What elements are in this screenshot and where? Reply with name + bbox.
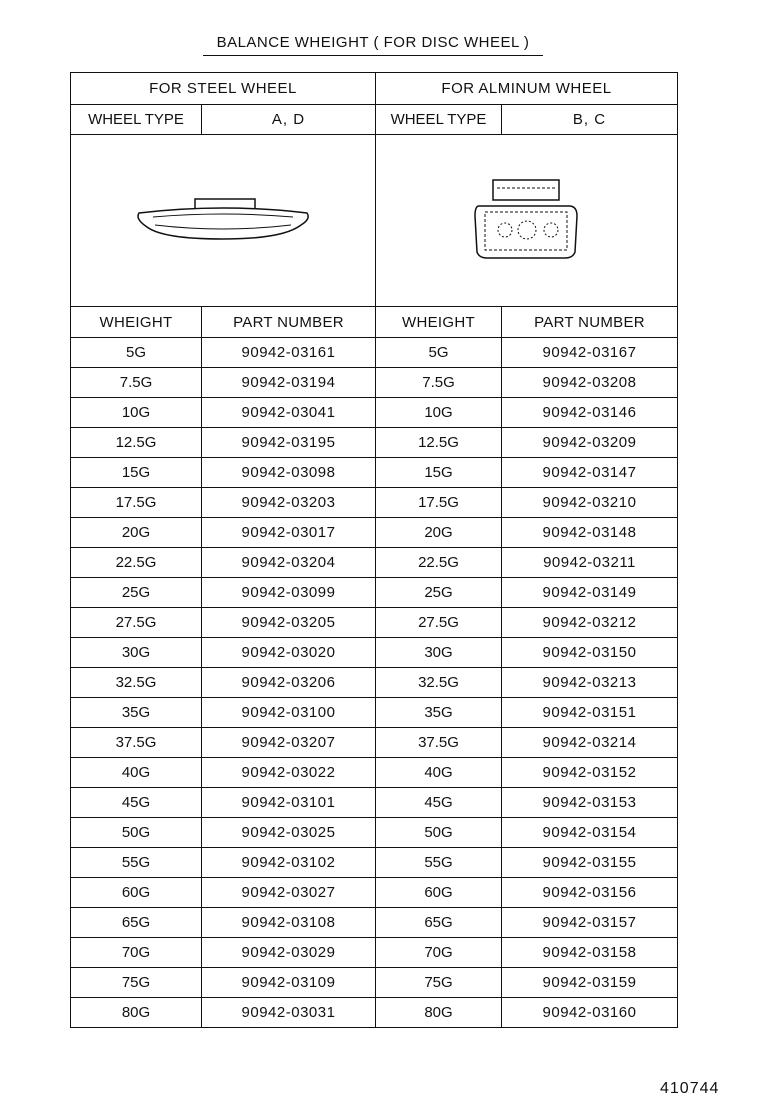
steel-weight-cell: 35G <box>71 698 202 728</box>
table-row <box>71 578 678 608</box>
aluminum-weight-column-header: WHEIGHT <box>376 307 502 338</box>
steel-weight-cell: 37.5G <box>71 728 202 758</box>
steel-part-number-cell: 90942-03108 <box>202 908 376 938</box>
table-row <box>71 668 678 698</box>
aluminum-weight-cell: 75G <box>376 968 502 998</box>
aluminum-weight-cell: 55G <box>376 848 502 878</box>
aluminum-weight-cell: 65G <box>376 908 502 938</box>
aluminum-weight-cell: 50G <box>376 818 502 848</box>
aluminum-part-number-cell: 90942-03210 <box>502 488 678 518</box>
aluminum-part-number-cell: 90942-03146 <box>502 398 678 428</box>
steel-weight-cell: 5G <box>71 338 202 368</box>
table-row <box>71 398 678 428</box>
steel-weight-cell: 80G <box>71 998 202 1028</box>
table-row <box>71 908 678 938</box>
steel-part-number-cell: 90942-03204 <box>202 548 376 578</box>
table-row <box>71 968 678 998</box>
aluminum-weight-cell: 17.5G <box>376 488 502 518</box>
aluminum-weight-cell: 12.5G <box>376 428 502 458</box>
steel-part-number-cell: 90942-03041 <box>202 398 376 428</box>
steel-weight-cell: 7.5G <box>71 368 202 398</box>
aluminum-part-number-cell: 90942-03150 <box>502 638 678 668</box>
aluminum-weight-cell: 10G <box>376 398 502 428</box>
aluminum-part-number-cell: 90942-03157 <box>502 908 678 938</box>
table-row <box>71 428 678 458</box>
steel-weight-cell: 50G <box>71 818 202 848</box>
aluminum-part-number-cell: 90942-03151 <box>502 698 678 728</box>
steel-weight-illustration-cell <box>71 135 376 307</box>
table-row <box>71 548 678 578</box>
steel-weight-cell: 12.5G <box>71 428 202 458</box>
aluminum-part-number-cell: 90942-03155 <box>502 848 678 878</box>
page-title: BALANCE WHEIGHT ( FOR DISC WHEEL ) <box>203 33 543 56</box>
aluminum-part-number-cell: 90942-03156 <box>502 878 678 908</box>
steel-part-number-cell: 90942-03027 <box>202 878 376 908</box>
steel-weight-cell: 70G <box>71 938 202 968</box>
aluminum-wheel-type-label: WHEEL TYPE <box>376 105 502 135</box>
aluminum-weight-cell: 40G <box>376 758 502 788</box>
aluminum-part-number-cell: 90942-03152 <box>502 758 678 788</box>
aluminum-weight-cell: 80G <box>376 998 502 1028</box>
steel-weight-cell: 17.5G <box>71 488 202 518</box>
aluminum-weight-cell: 27.5G <box>376 608 502 638</box>
aluminum-part-number-cell: 90942-03147 <box>502 458 678 488</box>
aluminum-wheel-heading: FOR ALMINUM WHEEL <box>376 73 678 105</box>
table-row <box>71 848 678 878</box>
aluminum-weight-cell: 7.5G <box>376 368 502 398</box>
table-row <box>71 488 678 518</box>
table-row <box>71 728 678 758</box>
aluminum-weight-illustration-cell <box>376 135 678 307</box>
table-row <box>71 788 678 818</box>
aluminum-weight-cell: 30G <box>376 638 502 668</box>
steel-weight-column-header: WHEIGHT <box>71 307 202 338</box>
steel-weight-cell: 65G <box>71 908 202 938</box>
steel-wheel-heading: FOR STEEL WHEEL <box>71 73 376 105</box>
steel-part-number-cell: 90942-03102 <box>202 848 376 878</box>
aluminum-weight-cell: 25G <box>376 578 502 608</box>
balance-weight-table <box>70 72 678 1028</box>
aluminum-part-number-cell: 90942-03154 <box>502 818 678 848</box>
table-row <box>71 878 678 908</box>
steel-part-number-cell: 90942-03194 <box>202 368 376 398</box>
steel-weight-cell: 55G <box>71 848 202 878</box>
aluminum-weight-cell: 37.5G <box>376 728 502 758</box>
steel-weight-cell: 40G <box>71 758 202 788</box>
steel-wheel-type-value: A, D <box>202 105 376 135</box>
steel-part-number-cell: 90942-03205 <box>202 608 376 638</box>
steel-part-number-cell: 90942-03025 <box>202 818 376 848</box>
aluminum-weight-cell: 45G <box>376 788 502 818</box>
aluminum-weight-cell: 70G <box>376 938 502 968</box>
aluminum-part-number-cell: 90942-03148 <box>502 518 678 548</box>
steel-part-number-cell: 90942-03098 <box>202 458 376 488</box>
aluminum-part-number-cell: 90942-03159 <box>502 968 678 998</box>
steel-weight-cell: 27.5G <box>71 608 202 638</box>
aluminum-part-number-cell: 90942-03167 <box>502 338 678 368</box>
steel-weight-cell: 45G <box>71 788 202 818</box>
aluminum-part-number-cell: 90942-03209 <box>502 428 678 458</box>
aluminum-part-number-cell: 90942-03214 <box>502 728 678 758</box>
table-row <box>71 938 678 968</box>
table-row <box>71 368 678 398</box>
table-row <box>71 608 678 638</box>
steel-part-number-cell: 90942-03207 <box>202 728 376 758</box>
steel-part-number-cell: 90942-03100 <box>202 698 376 728</box>
aluminum-weight-cell: 32.5G <box>376 668 502 698</box>
steel-weight-cell: 22.5G <box>71 548 202 578</box>
steel-weight-cell: 32.5G <box>71 668 202 698</box>
table-row <box>71 638 678 668</box>
aluminum-weight-cell: 35G <box>376 698 502 728</box>
steel-part-number-cell: 90942-03099 <box>202 578 376 608</box>
aluminum-weight-cell: 22.5G <box>376 548 502 578</box>
steel-weight-cell: 10G <box>71 398 202 428</box>
steel-weight-cell: 30G <box>71 638 202 668</box>
steel-part-number-cell: 90942-03017 <box>202 518 376 548</box>
aluminum-part-number-cell: 90942-03213 <box>502 668 678 698</box>
aluminum-part-number-cell: 90942-03149 <box>502 578 678 608</box>
steel-weight-cell: 75G <box>71 968 202 998</box>
table-row <box>71 518 678 548</box>
steel-part-number-cell: 90942-03109 <box>202 968 376 998</box>
steel-part-number-cell: 90942-03101 <box>202 788 376 818</box>
steel-clip-weight-icon <box>133 191 313 251</box>
document-number: 410744 <box>660 1080 720 1097</box>
steel-part-number-cell: 90942-03195 <box>202 428 376 458</box>
table-body <box>71 338 678 1028</box>
aluminum-weight-cell: 60G <box>376 878 502 908</box>
aluminum-weight-cell: 20G <box>376 518 502 548</box>
table-row <box>71 758 678 788</box>
table-row <box>71 998 678 1028</box>
steel-part-number-cell: 90942-03020 <box>202 638 376 668</box>
steel-part-number-cell: 90942-03203 <box>202 488 376 518</box>
aluminum-weight-cell: 15G <box>376 458 502 488</box>
steel-part-number-cell: 90942-03031 <box>202 998 376 1028</box>
steel-weight-cell: 60G <box>71 878 202 908</box>
steel-part-number-cell: 90942-03161 <box>202 338 376 368</box>
steel-part-number-cell: 90942-03206 <box>202 668 376 698</box>
aluminum-part-number-cell: 90942-03158 <box>502 938 678 968</box>
steel-wheel-type-label: WHEEL TYPE <box>71 105 202 135</box>
table-row <box>71 818 678 848</box>
aluminum-part-number-cell: 90942-03212 <box>502 608 678 638</box>
aluminum-part-number-cell: 90942-03160 <box>502 998 678 1028</box>
aluminum-part-number-cell: 90942-03153 <box>502 788 678 818</box>
table-row <box>71 698 678 728</box>
steel-weight-cell: 15G <box>71 458 202 488</box>
steel-part-number-column-header: PART NUMBER <box>202 307 376 338</box>
aluminum-wheel-type-value: B, C <box>502 105 678 135</box>
table-row <box>71 338 678 368</box>
steel-weight-cell: 20G <box>71 518 202 548</box>
aluminum-part-number-column-header: PART NUMBER <box>502 307 678 338</box>
aluminum-weight-cell: 5G <box>376 338 502 368</box>
aluminum-part-number-cell: 90942-03208 <box>502 368 678 398</box>
table-row <box>71 458 678 488</box>
aluminum-adhesive-weight-icon <box>467 176 587 266</box>
aluminum-part-number-cell: 90942-03211 <box>502 548 678 578</box>
steel-part-number-cell: 90942-03022 <box>202 758 376 788</box>
steel-part-number-cell: 90942-03029 <box>202 938 376 968</box>
steel-weight-cell: 25G <box>71 578 202 608</box>
